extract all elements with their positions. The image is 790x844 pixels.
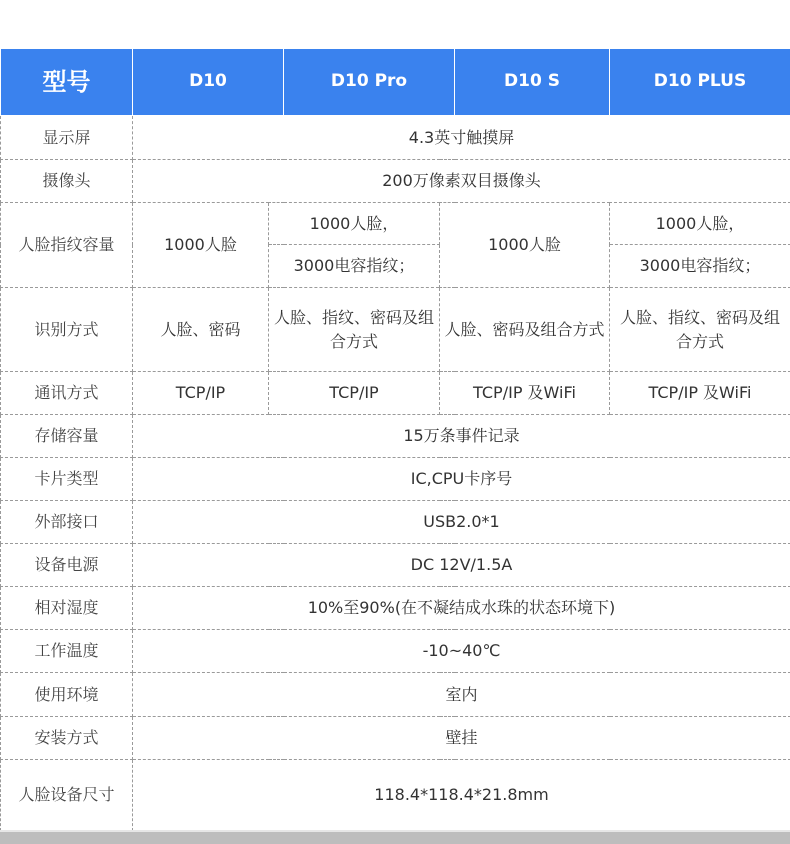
face-capacity-d10pro-line1: 1000人脸， [269,203,440,245]
mounting-value: 壁挂 [133,717,790,760]
spec-table [0,48,790,831]
face-capacity-d10plus-line1: 1000人脸， [610,203,790,245]
communication-d10s: TCP/IP 及WiFi [440,372,610,415]
row-label-recognition: 识别方式 [1,288,133,372]
power-value: DC 12V/1.5A [133,544,790,587]
row-label-communication: 通讯方式 [1,372,133,415]
communication-d10plus: TCP/IP 及WiFi [610,372,790,415]
table-row [1,717,790,760]
row-label-camera: 摄像头 [1,160,133,203]
interface-value: USB2.0*1 [133,501,790,544]
recognition-d10s: 人脸、密码及组合方式 [440,288,610,372]
row-label-dimensions: 人脸设备尺寸 [1,760,133,831]
header-row [1,49,790,116]
table-row [1,760,790,831]
dimensions-value: 118.4*118.4*21.8mm [133,760,790,831]
row-label-environment: 使用环境 [1,673,133,717]
face-capacity-d10s: 1000人脸 [440,203,610,288]
table-row [1,501,790,544]
table-row [1,630,790,673]
camera-value: 200万像素双目摄像头 [133,160,790,203]
model-d10-header: D10 [133,49,284,116]
row-label-power: 设备电源 [1,544,133,587]
storage-value: 15万条事件记录 [133,415,790,458]
table-row [1,372,790,415]
row-label-storage: 存储容量 [1,415,133,458]
display-value: 4.3英寸触摸屏 [133,116,790,160]
card-value: IC,CPU卡序号 [133,458,790,501]
communication-d10pro: TCP/IP [269,372,440,415]
table-row [1,116,790,160]
recognition-d10pro: 人脸、指纹、密码及组合方式 [269,288,440,372]
communication-d10: TCP/IP [133,372,269,415]
table-row [1,587,790,630]
table-row [1,458,790,501]
table-row [1,203,790,245]
row-label-mounting: 安装方式 [1,717,133,760]
face-capacity-d10plus-line2: 3000电容指纹； [610,245,790,288]
table-row [1,288,790,372]
model-d10pro-header: D10 Pro [284,49,455,116]
model-header: 型号 [1,49,133,116]
face-capacity-d10: 1000人脸 [133,203,269,288]
row-label-face-capacity: 人脸指纹容量 [1,203,133,288]
model-d10s-header: D10 S [455,49,610,116]
row-label-card: 卡片类型 [1,458,133,501]
bottom-divider [0,830,790,844]
face-capacity-d10pro-line2: 3000电容指纹； [269,245,440,288]
recognition-d10plus: 人脸、指纹、密码及组合方式 [610,288,790,372]
table-row [1,160,790,203]
environment-value: 室内 [133,673,790,717]
temperature-value: -10~40℃ [133,630,790,673]
table-row [1,415,790,458]
humidity-value: 10%至90%(在不凝结成水珠的状态环境下) [133,587,790,630]
row-label-temperature: 工作温度 [1,630,133,673]
recognition-d10: 人脸、密码 [133,288,269,372]
model-d10plus-header: D10 PLUS [610,49,790,116]
row-label-humidity: 相对湿度 [1,587,133,630]
table-row [1,544,790,587]
table-row [1,673,790,717]
row-label-display: 显示屏 [1,116,133,160]
row-label-interface: 外部接口 [1,501,133,544]
